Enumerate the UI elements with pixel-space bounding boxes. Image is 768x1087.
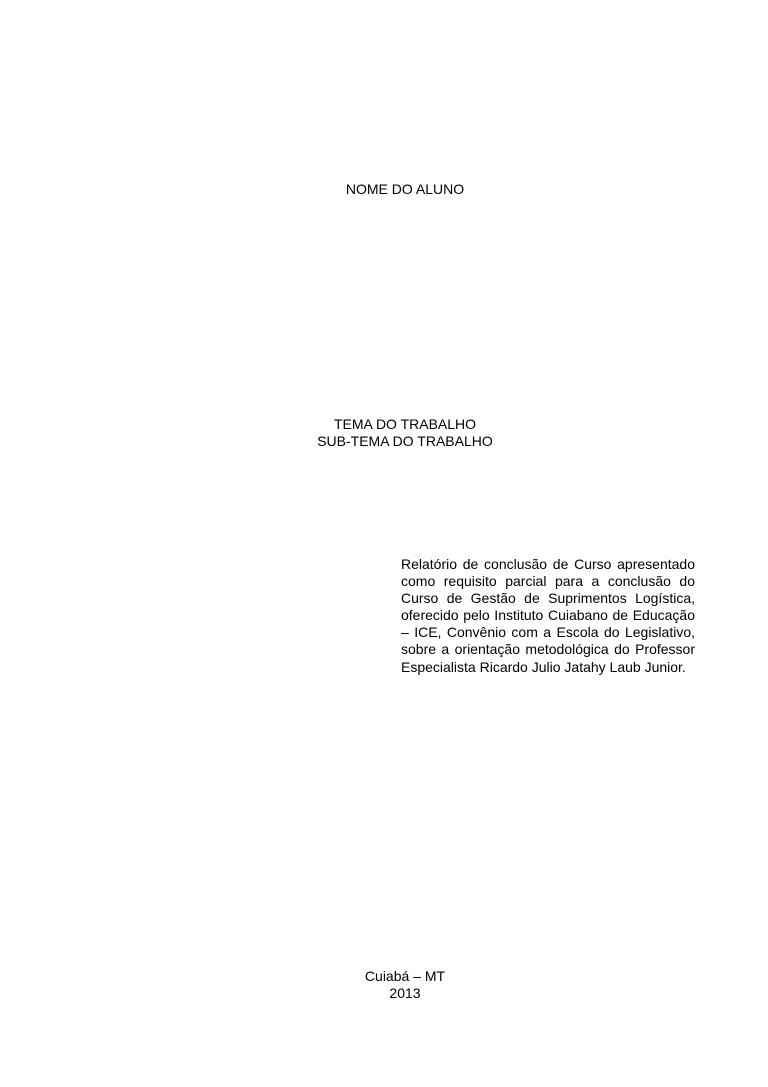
year: 2013 xyxy=(389,985,421,1001)
work-description: Relatório de conclusão de Curso apresentado como requisito parcial para a conclusão do Curso de Gestão de Suprimentos Logística, oferecido pelo Instituto Cuiabano de Educação – ICE, Convênio com a Escola do Legislativo, sobre a orientação metodológica do Professor Especialista Ricardo Julio Jatahy Laub Junior. xyxy=(401,556,695,675)
work-subtheme: SUB-TEMA DO TRABALHO xyxy=(317,433,493,449)
city: Cuiabá – MT xyxy=(364,968,446,984)
title-block xyxy=(300,416,510,450)
location-date-block xyxy=(300,968,510,1002)
student-name: NOME DO ALUNO xyxy=(345,181,465,197)
work-theme: TEMA DO TRABALHO xyxy=(333,416,477,432)
student-name-block xyxy=(300,181,510,198)
